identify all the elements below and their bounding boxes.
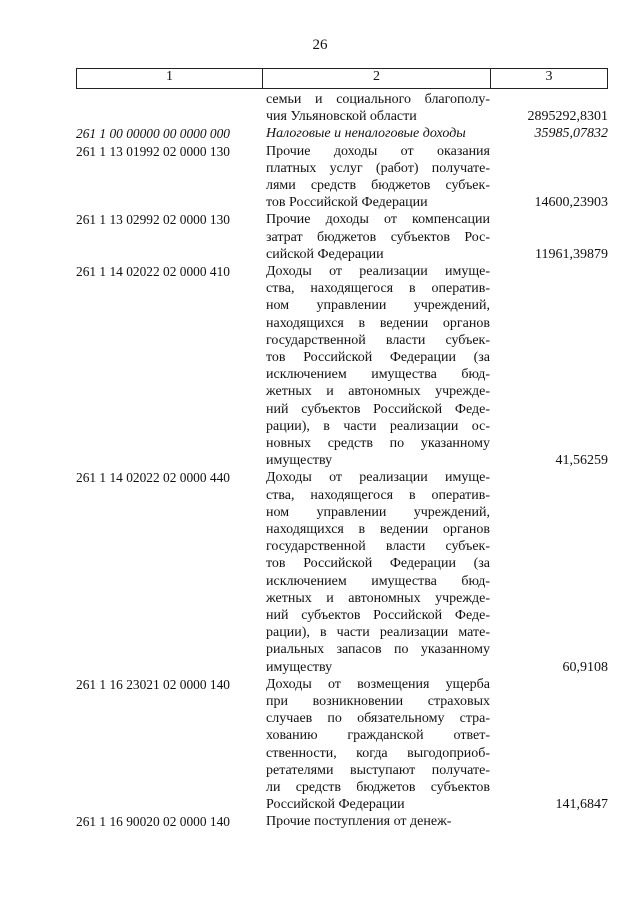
row-code: 261 1 00 00000 00 0000 000 bbox=[76, 126, 230, 142]
row-code: 261 1 16 90020 02 0000 140 bbox=[76, 814, 230, 830]
table-row bbox=[76, 813, 608, 830]
description-line: ном управлении учреждений, bbox=[266, 298, 490, 314]
description-line: ственности, когда выгодоприоб- bbox=[266, 745, 490, 761]
description-line: жетных и автономных учрежде- bbox=[266, 384, 490, 400]
row-amount: 41,56259 bbox=[555, 453, 608, 469]
table-header-bottom-border bbox=[76, 88, 608, 89]
header-col-3: 3 bbox=[545, 69, 553, 84]
table-row bbox=[76, 469, 608, 675]
row-amount: 11961,39879 bbox=[535, 246, 608, 262]
description-line: Прочие доходы от компенсации bbox=[266, 212, 490, 228]
table-border-right bbox=[607, 68, 608, 88]
description-line: семьи и социального благополу- bbox=[266, 92, 490, 107]
row-amount: 14600,23903 bbox=[534, 195, 608, 211]
description-line: ли средств бюджетов субъектов bbox=[266, 780, 490, 796]
description-line: случаев по обязательному стра- bbox=[266, 711, 490, 727]
row-code: 261 1 13 01992 02 0000 130 bbox=[76, 143, 230, 159]
description-line: жетных и автономных учрежде- bbox=[266, 590, 490, 606]
description-line: государственной власти субъек- bbox=[266, 332, 490, 348]
description-line: находящихся в ведении органов bbox=[266, 522, 490, 537]
table-row bbox=[76, 143, 608, 212]
description-line: платных услуг (работ) получате- bbox=[266, 160, 490, 176]
description-line: ретателями выступают получате- bbox=[266, 762, 490, 778]
description-line: Доходы от реализации имуще- bbox=[266, 264, 490, 279]
row-description bbox=[266, 143, 490, 212]
description-line: Доходы от возмещения ущерба bbox=[266, 676, 490, 692]
description-line: тов Российской Федерации (за bbox=[266, 350, 490, 366]
description-line: при возникновении страховых bbox=[266, 694, 490, 709]
description-line: сийской Федерации bbox=[266, 246, 384, 262]
row-code: 261 1 14 02022 02 0000 440 bbox=[76, 470, 230, 486]
row-description bbox=[266, 211, 490, 263]
description-line: ства, находящегося в оператив- bbox=[266, 487, 490, 503]
header-col-2: 2 bbox=[373, 69, 380, 84]
description-line: исключением имущества бюд- bbox=[266, 573, 490, 589]
description-line: Российской Федерации bbox=[266, 797, 405, 813]
row-amount: 2895292,8301 bbox=[527, 109, 608, 125]
description-line: рации), в части реализации ос- bbox=[266, 418, 490, 434]
description-line: государственной власти субъек- bbox=[266, 539, 490, 555]
table-row bbox=[76, 263, 608, 469]
description-line: Прочие доходы от оказания bbox=[266, 143, 490, 159]
row-code: 261 1 16 23021 02 0000 140 bbox=[76, 676, 230, 692]
description-line: исключением имущества бюд- bbox=[266, 367, 490, 383]
description-line: чия Ульяновской области bbox=[266, 109, 417, 125]
description-line: имуществу bbox=[266, 659, 333, 675]
row-description bbox=[266, 676, 490, 814]
row-code: 261 1 13 02992 02 0000 130 bbox=[76, 212, 230, 228]
description-line: ний субъектов Российской Феде- bbox=[266, 608, 490, 624]
description-line: хованию гражданской ответ- bbox=[266, 728, 490, 744]
row-code: 261 1 14 02022 02 0000 410 bbox=[76, 264, 230, 279]
description-line: рации), в части реализации мате- bbox=[266, 625, 490, 641]
row-description bbox=[266, 91, 490, 125]
description-line: Налоговые и неналоговые доходы bbox=[266, 126, 466, 142]
table-row bbox=[76, 125, 608, 142]
row-amount: 60,9108 bbox=[562, 659, 608, 675]
description-line: ний субъектов Российской Феде- bbox=[266, 401, 490, 417]
row-amount: 141,6847 bbox=[555, 797, 608, 813]
table-row bbox=[76, 211, 608, 263]
description-line: лями средств бюджетов субъек- bbox=[266, 178, 490, 193]
table-row bbox=[76, 91, 608, 125]
description-line: новных средств по указанному bbox=[266, 436, 490, 452]
description-line: ном управлении учреждений, bbox=[266, 504, 490, 520]
description-line: Прочие поступления от денеж- bbox=[266, 814, 452, 830]
description-line: имуществу bbox=[266, 453, 333, 469]
page-number: 26 bbox=[312, 37, 328, 53]
description-line: находящихся в ведении органов bbox=[266, 315, 490, 331]
description-line: риальных запасов по указанному bbox=[266, 642, 490, 658]
row-amount: 35985,07832 bbox=[534, 126, 608, 142]
row-description bbox=[266, 813, 490, 830]
header-col-1: 1 bbox=[166, 69, 173, 84]
row-description bbox=[266, 469, 490, 675]
description-line: Доходы от реализации имуще- bbox=[266, 470, 490, 486]
description-line: затрат бюджетов субъектов Рос- bbox=[266, 229, 490, 245]
row-description bbox=[266, 125, 490, 142]
description-line: ства, находящегося в оператив- bbox=[266, 281, 490, 297]
description-line: тов Российской Федерации bbox=[266, 195, 428, 211]
table-row bbox=[76, 676, 608, 814]
description-line: тов Российской Федерации (за bbox=[266, 556, 490, 572]
row-description bbox=[266, 263, 490, 469]
